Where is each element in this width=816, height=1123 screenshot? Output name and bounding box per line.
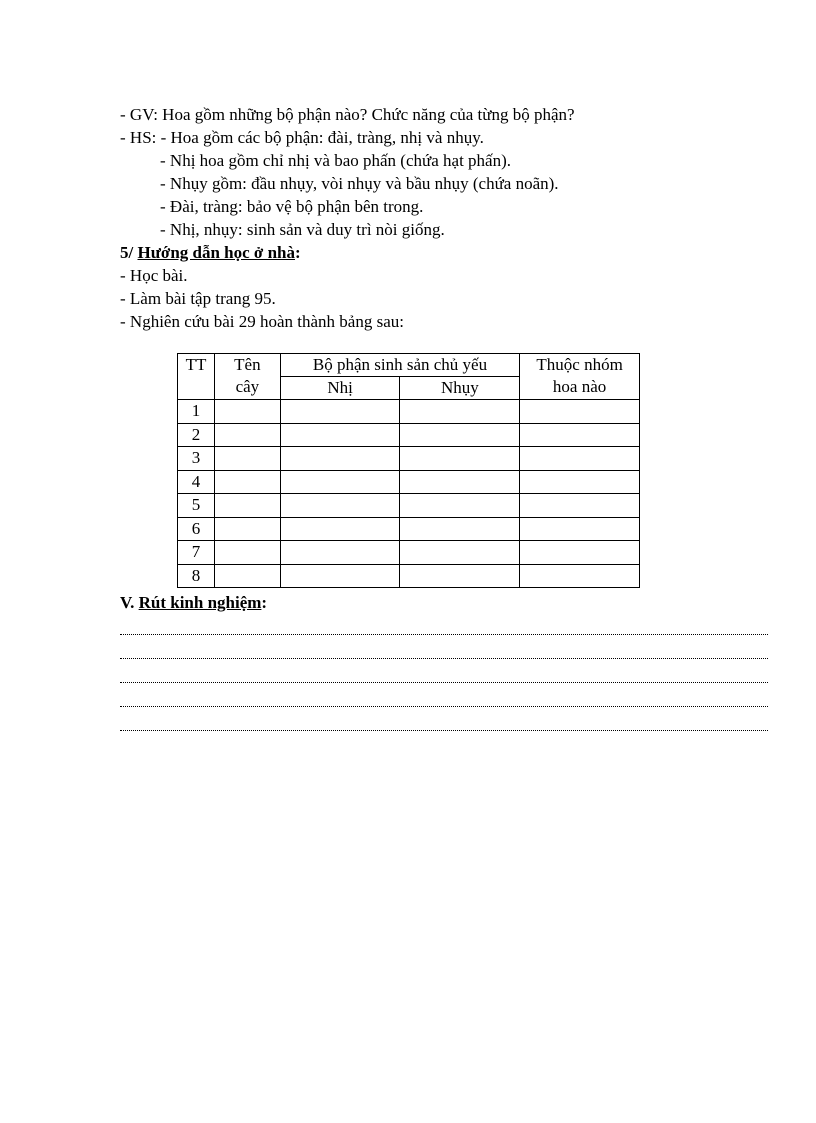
row-number: 3 — [178, 447, 215, 471]
dotted-writing-line — [120, 658, 768, 659]
cell-pistil[interactable] — [400, 564, 520, 588]
homework-item-3: - Nghiên cứu bài 29 hoàn thành bảng sau: — [120, 312, 404, 331]
homework-item-2: - Làm bài tập trang 95. — [120, 289, 276, 308]
answer-reproduction: - Nhị, nhụy: sinh sản và duy trì nòi giống. — [160, 220, 445, 239]
cell-flower-group[interactable] — [520, 541, 640, 565]
table-row — [178, 447, 640, 471]
header-pistil: Nhụy — [400, 377, 520, 400]
homework-item-1: - Học bài. — [120, 266, 188, 285]
table-row — [178, 517, 640, 541]
cell-pistil[interactable] — [400, 400, 520, 424]
row-number: 5 — [178, 494, 215, 518]
cell-pistil[interactable] — [400, 494, 520, 518]
table-row — [178, 494, 640, 518]
answer-stamen: - Nhị hoa gồm chỉ nhị và bao phấn (chứa hạt phấn). — [160, 151, 511, 170]
answer-pistil: - Nhụy gồm: đầu nhụy, vòi nhụy và bầu nhụy (chứa noãn). — [160, 174, 559, 193]
row-number: 2 — [178, 423, 215, 447]
homework-table — [177, 353, 640, 588]
cell-pistil[interactable] — [400, 447, 520, 471]
dotted-writing-line — [120, 682, 768, 683]
header-plant-name — [214, 354, 280, 400]
table-row — [178, 400, 640, 424]
student-answer: - HS: - Hoa gồm các bộ phận: đài, tràng, nhị và nhụy. — [120, 128, 484, 147]
row-number: 8 — [178, 564, 215, 588]
cell-pistil[interactable] — [400, 470, 520, 494]
cell-flower-group[interactable] — [520, 423, 640, 447]
cell-flower-group[interactable] — [520, 564, 640, 588]
cell-stamen[interactable] — [280, 470, 400, 494]
cell-stamen[interactable] — [280, 494, 400, 518]
cell-flower-group[interactable] — [520, 517, 640, 541]
header-flower-group-line2: hoa nào — [552, 377, 607, 396]
header-plant-name-line1: Tên — [234, 355, 261, 374]
cell-plant-name[interactable] — [214, 517, 280, 541]
section-v-heading — [120, 592, 267, 614]
answer-calyx-corolla: - Đài, tràng: bảo vệ bộ phận bên trong. — [160, 197, 424, 216]
cell-flower-group[interactable] — [520, 400, 640, 424]
table-row — [178, 564, 640, 588]
dotted-writing-line — [120, 634, 768, 635]
cell-flower-group[interactable] — [520, 447, 640, 471]
header-reproductive-parts: Bộ phận sinh sản chủ yếu — [280, 354, 519, 377]
section-5-title: Hướng dẫn học ở nhà — [137, 243, 296, 262]
section-v-number: V. — [120, 593, 139, 612]
cell-plant-name[interactable] — [214, 564, 280, 588]
cell-plant-name[interactable] — [214, 541, 280, 565]
header-tt: TT — [178, 354, 215, 400]
cell-stamen[interactable] — [280, 423, 400, 447]
table-row — [178, 470, 640, 494]
row-number: 4 — [178, 470, 215, 494]
cell-plant-name[interactable] — [214, 423, 280, 447]
cell-pistil[interactable] — [400, 541, 520, 565]
header-flower-group-line1: Thuộc nhóm — [536, 355, 623, 374]
section-5-number: 5/ — [120, 243, 138, 262]
cell-plant-name[interactable] — [214, 494, 280, 518]
dotted-writing-line — [120, 730, 768, 731]
header-flower-group — [520, 354, 640, 400]
cell-plant-name[interactable] — [214, 447, 280, 471]
cell-stamen[interactable] — [280, 447, 400, 471]
cell-flower-group[interactable] — [520, 470, 640, 494]
section-v-colon: : — [261, 593, 268, 612]
table-row — [178, 423, 640, 447]
table-row — [178, 541, 640, 565]
cell-stamen[interactable] — [280, 400, 400, 424]
header-plant-name-line2: cây — [235, 377, 260, 396]
teacher-question: - GV: Hoa gồm những bộ phận nào? Chức năng của từng bộ phận? — [120, 105, 575, 124]
section-5-heading — [120, 242, 301, 264]
cell-plant-name[interactable] — [214, 400, 280, 424]
cell-flower-group[interactable] — [520, 494, 640, 518]
cell-pistil[interactable] — [400, 423, 520, 447]
row-number: 7 — [178, 541, 215, 565]
row-number: 6 — [178, 517, 215, 541]
section-5-colon: : — [295, 243, 301, 262]
header-stamen: Nhị — [280, 377, 400, 400]
cell-stamen[interactable] — [280, 564, 400, 588]
cell-pistil[interactable] — [400, 517, 520, 541]
cell-plant-name[interactable] — [214, 470, 280, 494]
section-v-title: Rút kinh nghiệm — [138, 593, 262, 612]
cell-stamen[interactable] — [280, 541, 400, 565]
dotted-writing-line — [120, 706, 768, 707]
cell-stamen[interactable] — [280, 517, 400, 541]
row-number: 1 — [178, 400, 215, 424]
